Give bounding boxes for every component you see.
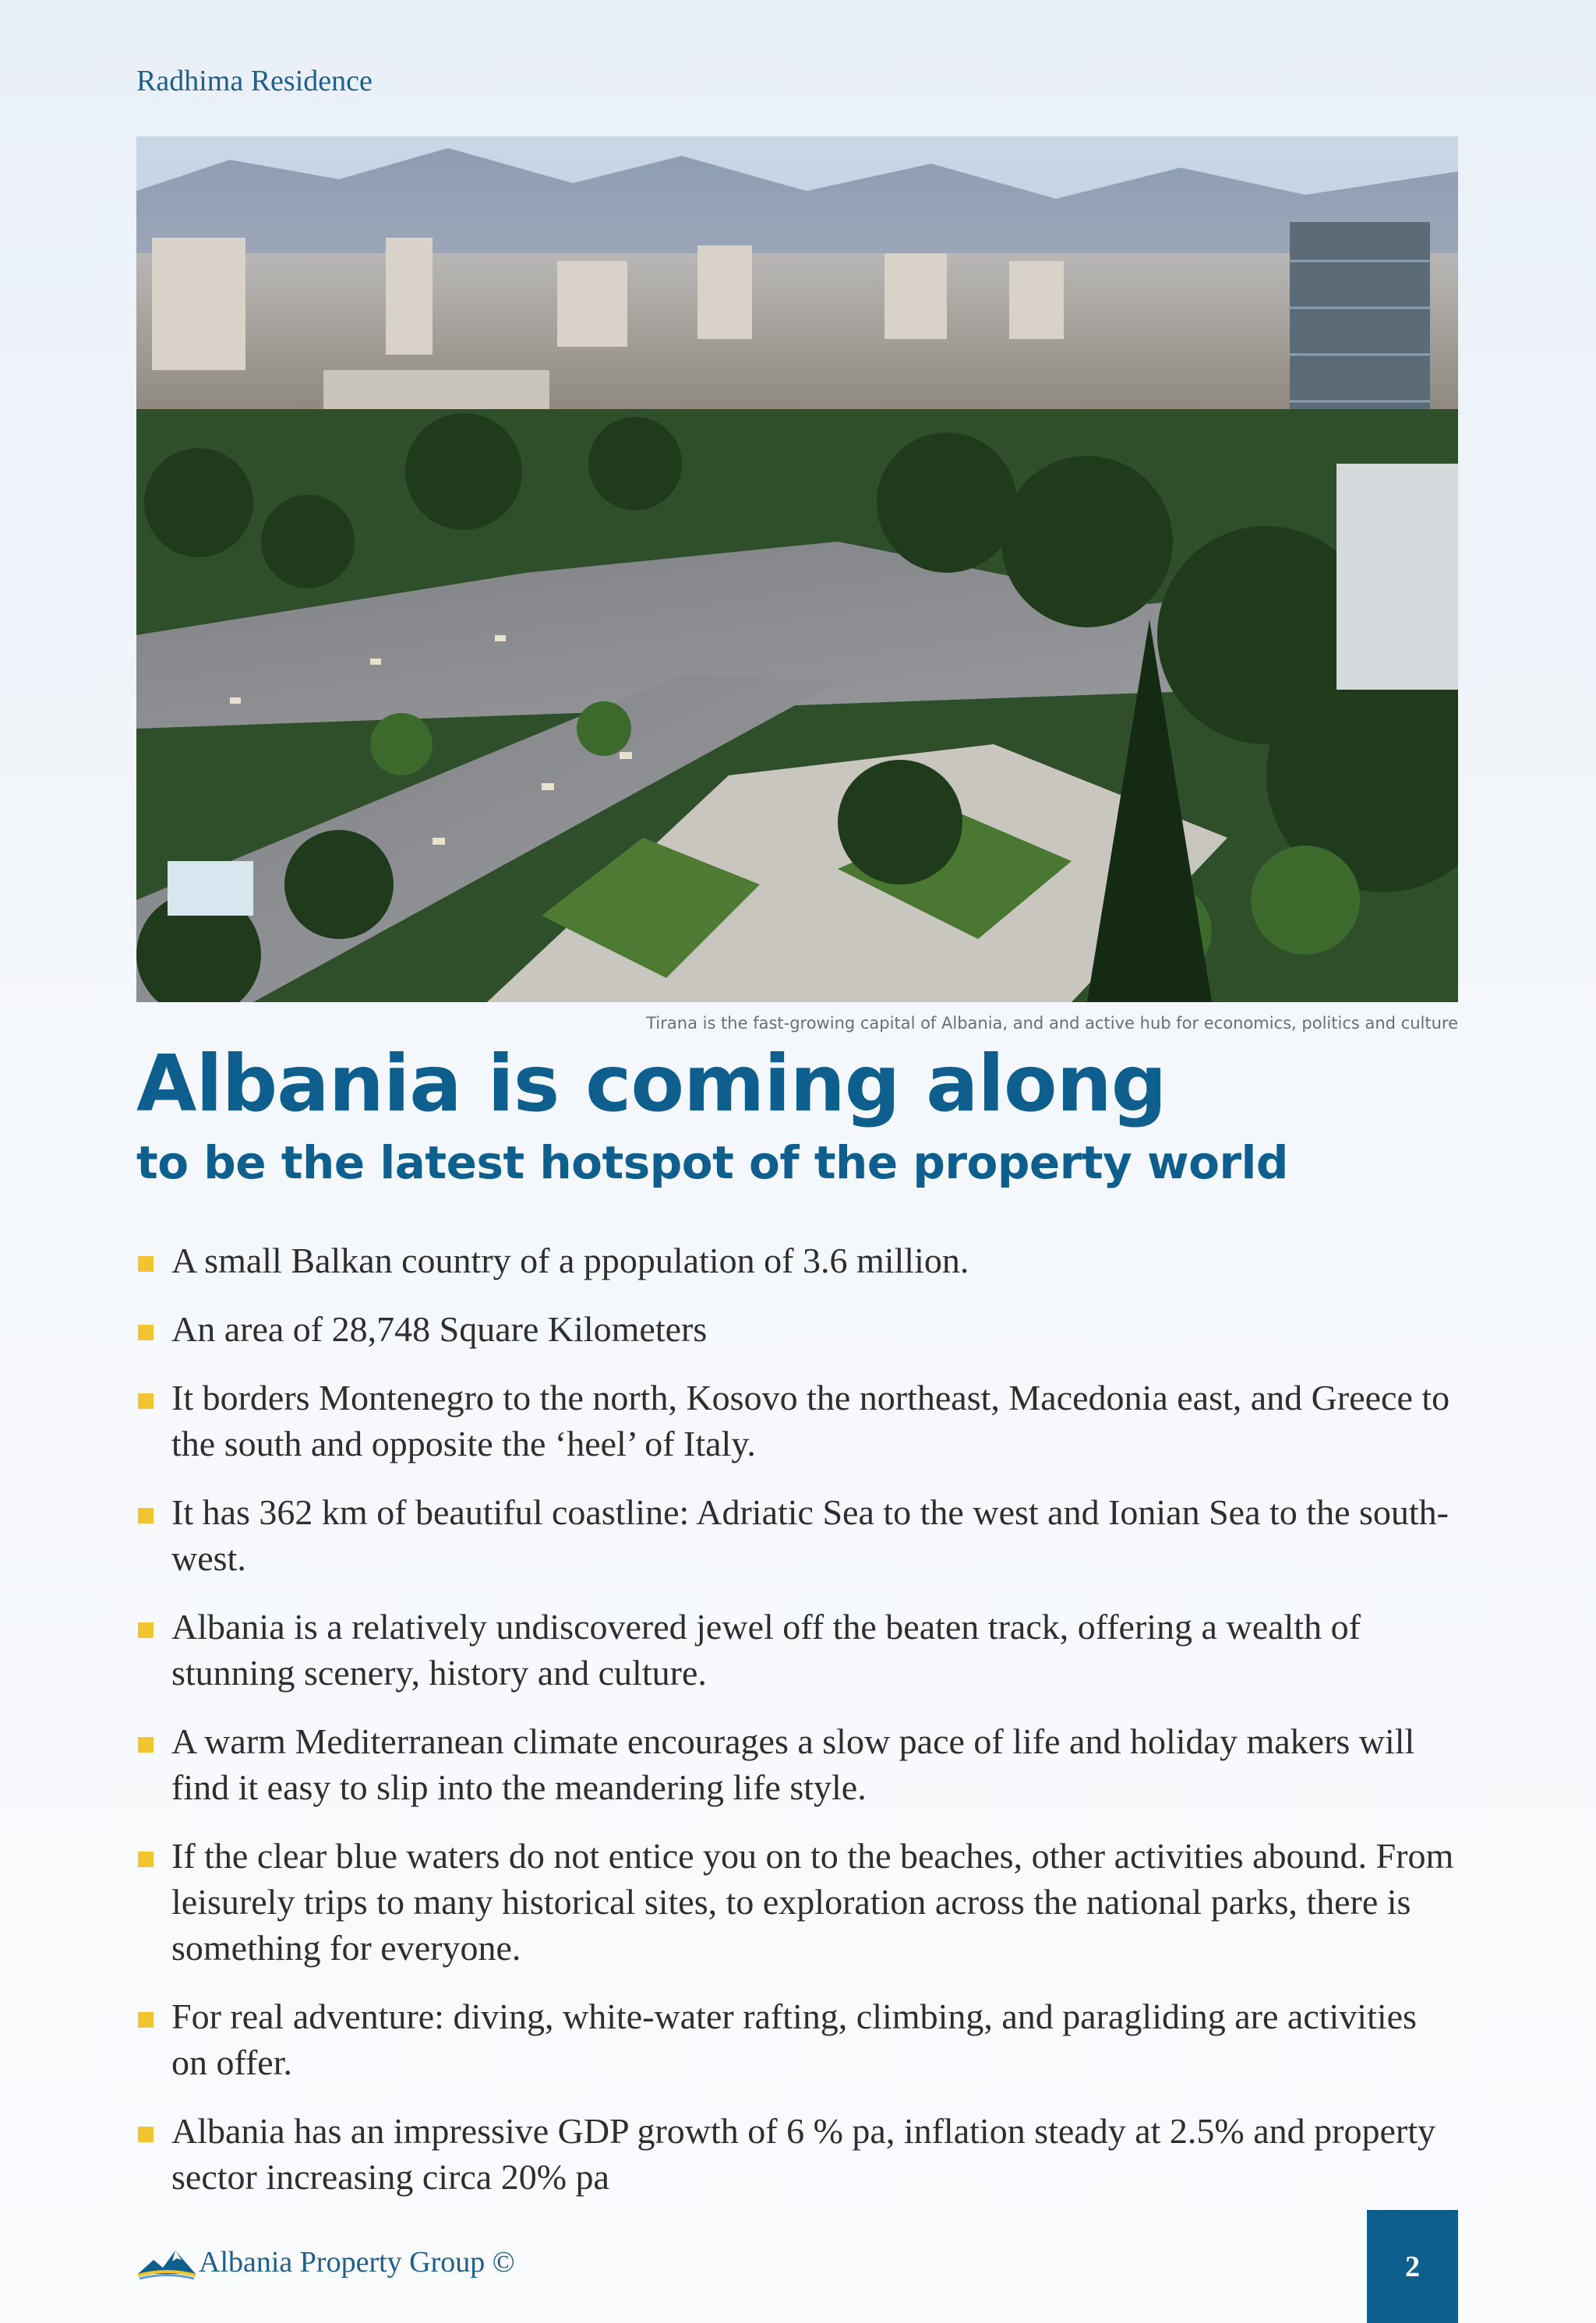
list-item [136,1375,1461,1467]
list-item [136,1237,1461,1283]
main-headline: Albania is coming along [136,1038,1167,1129]
list-item-text: Albania has an impressive GDP growth of 6 % pa, inflation steady at 2.5% and property sector increasing circa 20% pa [171,2111,1435,2197]
list-item [136,1306,1461,1352]
footer-brand-text: Albania Property Group © [199,2246,515,2279]
list-item-text: Albania is a relatively undiscovered jewel off the beaten track, offering a wealth of stunning scenery, history and culture. [171,1607,1361,1693]
bullet-square-icon [138,1325,154,1340]
hero-photo-tirana [136,136,1458,1002]
list-item [136,2108,1461,2200]
list-item-text: For real adventure: diving, white-water rafting, climbing, and paragliding are activities on offer. [171,1996,1417,2082]
list-item-text: A small Balkan country of a ppopulation of 3.6 million. [171,1241,969,1280]
list-item-text: It has 362 km of beautiful coastline: Adriatic Sea to the west and Ionian Sea to the south-west. [171,1492,1449,1578]
bullet-square-icon [138,2127,154,2142]
list-item [136,1993,1461,2085]
bullet-square-icon [138,1256,154,1272]
bullet-square-icon [138,1508,154,1523]
bullet-square-icon [138,1737,154,1753]
fact-list [136,1237,1461,2222]
bullet-square-icon [138,1852,154,1867]
page-number: 2 [1367,2210,1458,2323]
footer-brand [136,2244,515,2280]
photo-caption: Tirana is the fast-growing capital of Albania, and and active hub for economics, politics and culture [646,1014,1458,1033]
sub-headline: to be the latest hotspot of the property world [136,1136,1288,1189]
mountain-logo-icon [136,2244,197,2280]
city-aerial-illustration [136,136,1458,1002]
list-item-text: It borders Montenegro to the north, Kosovo the northeast, Macedonia east, and Greece to the south and opposite the ‘heel’ of Italy. [171,1378,1450,1463]
bullet-square-icon [138,1393,154,1409]
list-item [136,1718,1461,1810]
list-item [136,1489,1461,1581]
bullet-square-icon [138,2012,154,2028]
list-item [136,1833,1461,1971]
list-item-text: If the clear blue waters do not entice you on to the beaches, other activities abound. From leisurely trips to many historical sites, to exploration across the national parks, there is something for everyone. [171,1836,1454,1968]
list-item-text: An area of 28,748 Square Kilometers [171,1309,708,1349]
list-item [136,1604,1461,1696]
list-item-text: A warm Mediterranean climate encourages a slow pace of life and holiday makers will find it easy to slip into the meandering life style. [171,1721,1415,1807]
document-title: Radhima Residence [136,65,373,97]
bullet-square-icon [138,1622,154,1638]
